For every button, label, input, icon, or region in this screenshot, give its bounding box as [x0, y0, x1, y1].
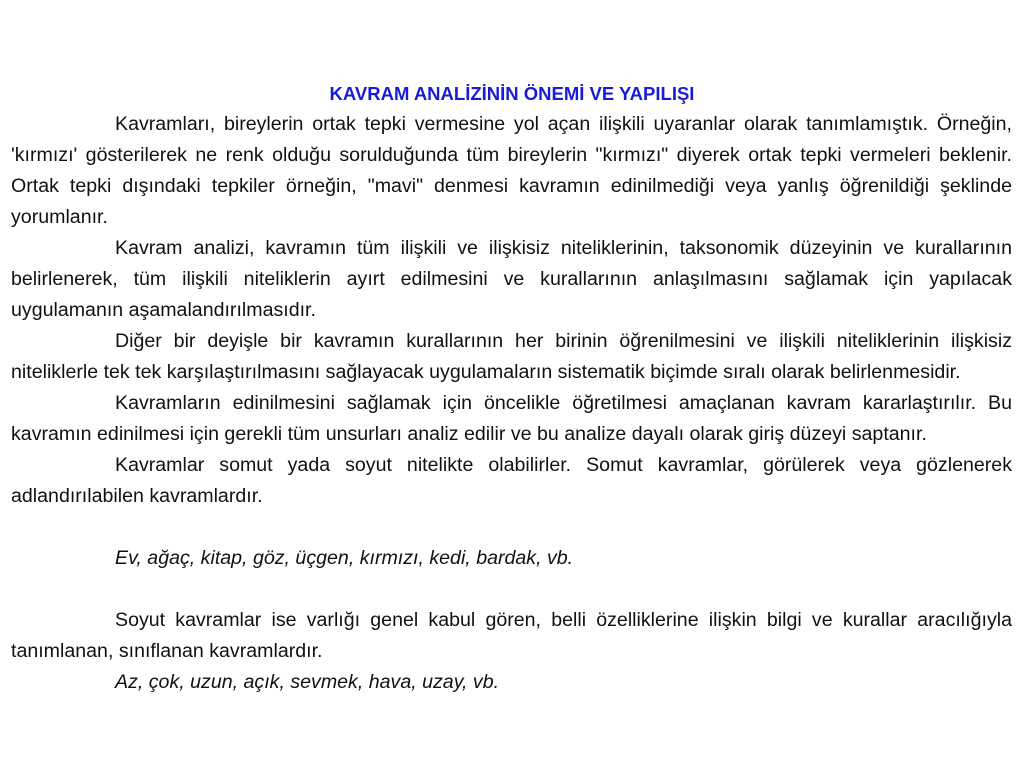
slide-title: KAVRAM ANALİZİNİN ÖNEMİ VE YAPILIŞI: [329, 83, 695, 104]
paragraph-concrete-abstract: Kavramlar somut yada soyut nitelikte olabilirler. Somut kavramlar, görülerek veya gözlenerek adlandırılabilen kavramlardır.: [11, 454, 1012, 507]
spacer: [11, 512, 1012, 543]
paragraph-concept-analysis: Kavram analizi, kavramın tüm ilişkili ve ilişkisiz niteliklerinin, taksonomik düzeyinin ve kurallarının belirlenerek, tüm ilişkili niteliklerin ayırt edilmesini ve kurallarının anlaşılmasını sağlamak için yapılacak uygulamanın aşamalandırılmasıdır.: [11, 237, 1012, 321]
slide-body: [11, 109, 1012, 698]
paragraph-concept-definition: Kavramları, bireylerin ortak tepki vermesine yol açan ilişkili uyaranlar olarak tanımlamıştık. Örneğin, 'kırmızı' gösterilerek ne renk olduğu sorulduğunda tüm bireylerin "kırmızı" diyerek ortak tepki vermeleri beklenir. Ortak tepki dışındaki tepkiler örneğin, "mavi" denmesi kavramın edinilmediği veya yanlış öğrenildiği şeklinde yorumlanır.: [11, 113, 1012, 228]
paragraph-abstract-concepts: Soyut kavramlar ise varlığı genel kabul gören, belli özelliklerine ilişkin bilgi ve kurallar aracılığıyla tanımlanan, sınıflanan kavramlardır.: [11, 609, 1012, 662]
paragraph-acquisition: Kavramların edinilmesini sağlamak için öncelikle öğretilmesi amaçlanan kavram kararlaştırılır. Bu kavramın edinilmesi için gerekli tüm unsurları analiz edilir ve bu analize dayalı olarak giriş düzeyi saptanır.: [11, 392, 1012, 445]
spacer: [11, 574, 1012, 605]
abstract-examples: Az, çok, uzun, açık, sevmek, hava, uzay, vb.: [115, 671, 500, 693]
concrete-examples: Ev, ağaç, kitap, göz, üçgen, kırmızı, kedi, bardak, vb.: [115, 547, 574, 569]
paragraph-rules: Diğer bir deyişle bir kavramın kurallarının her birinin öğrenilmesini ve ilişkili niteliklerinin ilişkisiz niteliklerle tek tek karşılaştırılmasını sağlayacak uygulamaların sistematik biçimde sıralı olarak belirlenmesidir.: [11, 330, 1012, 383]
